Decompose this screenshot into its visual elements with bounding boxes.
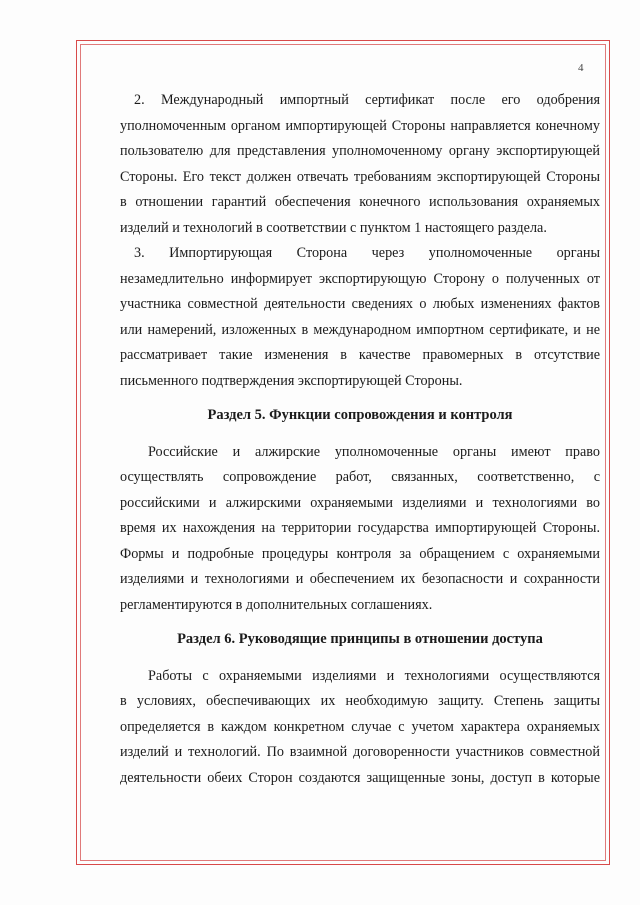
text-line: 2. Международный импортный сертификат после его одобрения [134, 92, 600, 108]
section-5-text [120, 440, 600, 619]
document-body [120, 88, 600, 791]
text-line: рассматривает такие изменения в качестве правомерных в отсутствие [120, 347, 600, 363]
text-line: уполномоченным органом импортирующей Стороны направляется конечному [120, 117, 600, 134]
section-6-heading: Раздел 6. Руководящие принципы в отношении доступа [177, 631, 543, 647]
text-line: в условиях, обеспечивающих их необходимую защиту. Степень защиты [120, 693, 600, 709]
text-line: российскими и алжирскими охраняемыми изделиями и технологиями во [120, 494, 600, 511]
text-line: время их нахождения на территории государства импортирующей Стороны. [120, 520, 600, 536]
text-line: в отношении гарантий обеспечения конечного использования охраняемых [120, 194, 600, 210]
text-line: или намерений, изложенных в международном импортном сертификате, и не [120, 321, 600, 338]
text-line: Работы с охраняемыми изделиями и технологиями осуществляются [148, 667, 600, 684]
text-line: 3. Импортирующая Сторона через уполномоченные органы [134, 245, 600, 261]
text-line: Российские и алжирские уполномоченные органы имеют право [148, 443, 600, 460]
text-line: незамедлительно информирует экспортирующую Сторону о полученных от [120, 270, 600, 287]
text-line: Стороны. Его текст должен отвечать требованиям экспортирующей Стороны [120, 168, 600, 185]
section-6-text [120, 664, 600, 792]
text-line: определяется в каждом конкретном случае с учетом характера охраняемых [120, 718, 600, 735]
text-line: изделий и технологий. По взаимной договоренности участников совместной [120, 744, 600, 760]
page-number: 4 [578, 62, 584, 74]
text-line: деятельности обеих Сторон создаются защищенные зоны, доступ в которые [120, 769, 600, 786]
text-line: пользователю для представления уполномоченному органу экспортирующей [120, 143, 600, 159]
paragraph-2 [120, 88, 600, 241]
text-line: осуществлять сопровождение работ, связанных, соответственно, с [120, 469, 600, 485]
text-line: письменного подтверждения экспортирующей Стороны. [120, 372, 463, 389]
text-line: изделий и технологий в соответствии с пунктом 1 настоящего раздела. [120, 219, 547, 236]
text-line: регламентируются в дополнительных соглашениях. [120, 596, 433, 613]
section-5-heading: Раздел 5. Функции сопровождения и контроля [207, 407, 513, 423]
text-line: изделиями и технологиями и обеспечением их безопасности и сохранности [120, 571, 600, 587]
text-line: Формы и подробные процедуры контроля за обращением с охраняемыми [120, 545, 600, 562]
paragraph-3 [120, 241, 600, 394]
text-line: участника совместной деятельности сведениях о любых изменениях фактов [120, 296, 600, 312]
